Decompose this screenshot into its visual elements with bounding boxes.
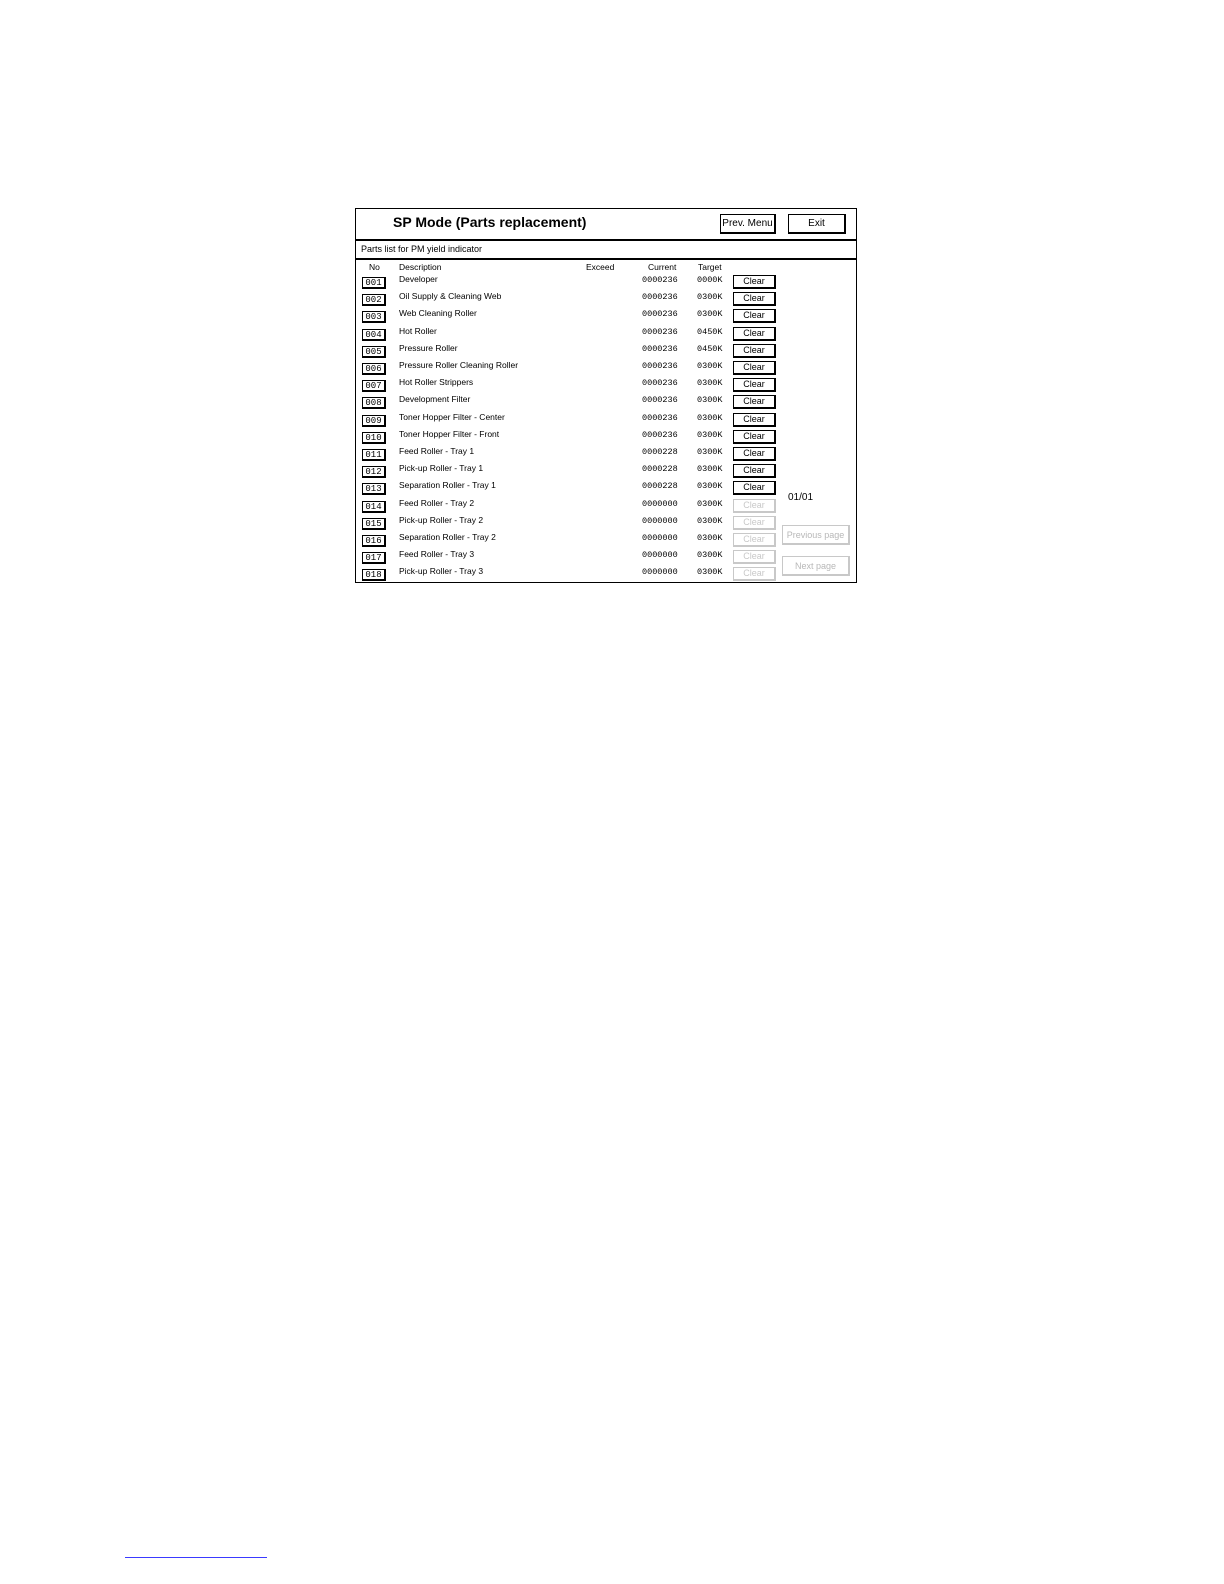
item-number-button[interactable]: 018 bbox=[362, 569, 386, 581]
column-header-description: Description bbox=[399, 262, 442, 272]
item-number-button[interactable]: 013 bbox=[362, 483, 386, 495]
page-indicator: 01/01 bbox=[788, 492, 814, 503]
table-row bbox=[356, 326, 786, 343]
current-count: 0000236 bbox=[642, 378, 678, 389]
clear-button[interactable]: Clear bbox=[733, 567, 776, 581]
item-number-button[interactable]: 011 bbox=[362, 449, 386, 461]
part-description: Pressure Roller bbox=[399, 342, 458, 353]
clear-button[interactable]: Clear bbox=[733, 344, 776, 358]
target-count: 0300K bbox=[697, 550, 723, 561]
table-row bbox=[356, 274, 786, 291]
clear-button[interactable]: Clear bbox=[733, 413, 776, 427]
current-count: 0000236 bbox=[642, 361, 678, 371]
table-row bbox=[356, 463, 786, 480]
clear-button[interactable]: Clear bbox=[733, 275, 776, 289]
divider bbox=[356, 239, 856, 241]
current-count: 0000236 bbox=[642, 275, 678, 285]
table-row bbox=[356, 308, 786, 325]
subtitle: Parts list for PM yield indicator bbox=[361, 244, 483, 254]
clear-button[interactable]: Clear bbox=[733, 550, 776, 564]
target-count: 0300K bbox=[697, 481, 723, 492]
current-count: 0000228 bbox=[642, 464, 678, 475]
item-number-button[interactable]: 007 bbox=[362, 380, 386, 392]
current-count: 0000236 bbox=[642, 309, 678, 320]
part-description: Pressure Roller Cleaning Roller bbox=[399, 360, 519, 370]
column-header-target: Target bbox=[698, 262, 722, 272]
current-count: 0000236 bbox=[642, 412, 678, 423]
current-count: 0000228 bbox=[642, 481, 678, 492]
item-number-button[interactable]: 003 bbox=[362, 311, 386, 323]
item-number-button[interactable]: 014 bbox=[362, 501, 386, 513]
part-description: Separation Roller - Tray 1 bbox=[399, 480, 496, 491]
current-count: 0000236 bbox=[642, 395, 678, 406]
part-description: Oil Supply & Cleaning Web bbox=[399, 291, 502, 302]
item-number-button[interactable]: 010 bbox=[362, 432, 386, 444]
column-header-exceed: Exceed bbox=[586, 262, 615, 272]
clear-button[interactable]: Clear bbox=[733, 309, 776, 323]
clear-button[interactable]: Clear bbox=[733, 516, 776, 530]
exit-button[interactable]: Exit bbox=[788, 214, 846, 234]
prev-menu-button[interactable]: Prev. Menu bbox=[720, 214, 776, 234]
current-count: 0000000 bbox=[642, 515, 678, 526]
target-count: 0300K bbox=[697, 309, 723, 320]
clear-button[interactable]: Clear bbox=[733, 327, 776, 341]
part-description: Feed Roller - Tray 2 bbox=[399, 497, 475, 508]
sp-mode-panel bbox=[355, 208, 857, 583]
target-count: 0300K bbox=[697, 429, 723, 440]
item-number-button[interactable]: 015 bbox=[362, 518, 386, 530]
clear-button[interactable]: Clear bbox=[733, 395, 776, 409]
target-count: 0300K bbox=[697, 361, 723, 371]
current-count: 0000000 bbox=[642, 567, 678, 578]
target-count: 0000K bbox=[697, 275, 723, 285]
previous-page-button[interactable]: Previous page bbox=[782, 525, 850, 545]
clear-button[interactable]: Clear bbox=[733, 361, 776, 375]
divider bbox=[356, 258, 856, 260]
part-description: Web Cleaning Roller bbox=[399, 308, 477, 319]
target-count: 0450K bbox=[697, 343, 723, 354]
item-number-button[interactable]: 004 bbox=[362, 329, 386, 341]
table-row bbox=[356, 343, 786, 360]
table-row bbox=[356, 549, 786, 566]
item-number-button[interactable]: 002 bbox=[362, 294, 386, 306]
target-count: 0300K bbox=[697, 464, 723, 475]
current-count: 0000228 bbox=[642, 447, 678, 457]
footer-link-underline bbox=[125, 1557, 267, 1558]
part-description: Developer bbox=[399, 274, 438, 284]
part-description: Hot Roller Strippers bbox=[399, 377, 474, 388]
clear-button[interactable]: Clear bbox=[733, 481, 776, 495]
clear-button[interactable]: Clear bbox=[733, 464, 776, 478]
table-row bbox=[356, 291, 786, 308]
target-count: 0300K bbox=[697, 292, 723, 303]
table-row bbox=[356, 360, 786, 377]
target-count: 0300K bbox=[697, 567, 723, 578]
target-count: 0300K bbox=[697, 533, 723, 543]
part-description: Pick-up Roller - Tray 3 bbox=[399, 566, 484, 577]
item-number-button[interactable]: 006 bbox=[362, 363, 386, 375]
target-count: 0300K bbox=[697, 447, 723, 457]
table-row bbox=[356, 429, 786, 446]
column-header-no: No bbox=[369, 262, 380, 272]
current-count: 0000236 bbox=[642, 326, 678, 337]
current-count: 0000000 bbox=[642, 498, 678, 509]
table-row bbox=[356, 532, 786, 549]
part-description: Pick-up Roller - Tray 1 bbox=[399, 463, 484, 474]
part-description: Toner Hopper Filter - Front bbox=[399, 428, 500, 439]
part-description: Feed Roller - Tray 3 bbox=[399, 549, 475, 560]
clear-button[interactable]: Clear bbox=[733, 447, 776, 461]
target-count: 0300K bbox=[697, 515, 723, 526]
item-number-button[interactable]: 017 bbox=[362, 552, 386, 564]
item-number-button[interactable]: 009 bbox=[362, 415, 386, 427]
table-row bbox=[356, 480, 786, 497]
current-count: 0000000 bbox=[642, 550, 678, 561]
item-number-button[interactable]: 008 bbox=[362, 397, 386, 409]
item-number-button[interactable]: 001 bbox=[362, 277, 386, 289]
clear-button[interactable]: Clear bbox=[733, 378, 776, 392]
table-row bbox=[356, 498, 786, 515]
part-description: Hot Roller bbox=[399, 325, 437, 336]
table-row bbox=[356, 377, 786, 394]
current-count: 0000236 bbox=[642, 343, 678, 354]
clear-button[interactable]: Clear bbox=[733, 292, 776, 306]
target-count: 0300K bbox=[697, 412, 723, 423]
target-count: 0450K bbox=[697, 326, 723, 337]
clear-button[interactable]: Clear bbox=[733, 430, 776, 444]
current-count: 0000236 bbox=[642, 292, 678, 303]
item-number-button[interactable]: 016 bbox=[362, 535, 386, 547]
target-count: 0300K bbox=[697, 378, 723, 389]
clear-button[interactable]: Clear bbox=[733, 533, 776, 547]
item-number-button[interactable]: 005 bbox=[362, 346, 386, 358]
table-row bbox=[356, 412, 786, 429]
part-description: Development Filter bbox=[399, 394, 471, 405]
part-description: Toner Hopper Filter - Center bbox=[399, 411, 505, 422]
table-row bbox=[356, 566, 786, 583]
target-count: 0300K bbox=[697, 395, 723, 406]
part-description: Separation Roller - Tray 2 bbox=[399, 532, 496, 542]
next-page-button[interactable]: Next page bbox=[782, 556, 850, 576]
current-count: 0000236 bbox=[642, 429, 678, 440]
table-row bbox=[356, 394, 786, 411]
part-description: Pick-up Roller - Tray 2 bbox=[399, 514, 484, 525]
current-count: 0000000 bbox=[642, 533, 678, 543]
item-number-button[interactable]: 012 bbox=[362, 466, 386, 478]
column-header-current: Current bbox=[648, 262, 677, 272]
clear-button[interactable]: Clear bbox=[733, 499, 776, 513]
part-description: Feed Roller - Tray 1 bbox=[399, 446, 475, 456]
table-row bbox=[356, 446, 786, 463]
page-title: SP Mode (Parts replacement) bbox=[393, 214, 587, 230]
target-count: 0300K bbox=[697, 498, 723, 509]
table-row bbox=[356, 515, 786, 532]
